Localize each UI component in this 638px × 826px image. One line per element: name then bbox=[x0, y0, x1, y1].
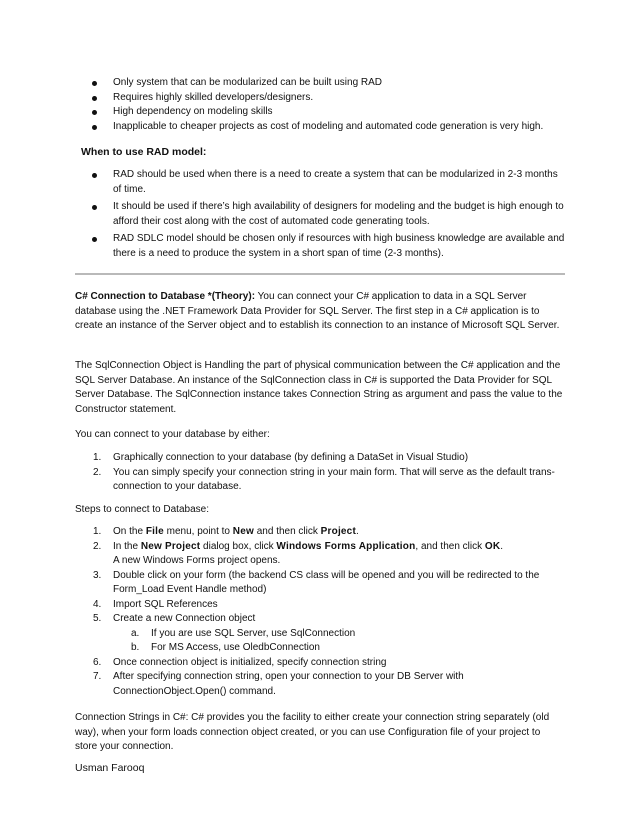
list-item: 3. Double click on your form (the backend CS class will be opened and you will be redirected to the Form_Load Event Handle method) bbox=[93, 569, 540, 595]
list-item: 4. Import SQL References bbox=[93, 598, 218, 610]
horizontal-divider bbox=[75, 273, 565, 275]
sqlconnection-paragraph: The SqlConnection Object is Handling the part of physical communication between the C# application and the SQL Server Database. An instance of the SqlConnection class in C# is supported the Data Provider for SQL Server Database. The SqlConnection instance takes Connection String as argument and pass the value to the Constructor statement. bbox=[75, 360, 563, 415]
list-item: a. If you are use SQL Server, use SqlConnection bbox=[131, 627, 356, 639]
list-item: 6. Once connection object is initialized, specify connection string bbox=[93, 656, 387, 668]
list-item: It should be used if there’s high availability of designers for modeling and the budget is high enough to afford their cost along with the cost of automated code generating tools. bbox=[77, 200, 567, 229]
list-item: Requires highly skilled developers/designers. bbox=[77, 91, 577, 106]
sub-steps-list bbox=[113, 627, 565, 656]
list-item: RAD SDLC model should be chosen only if resources with high business knowledge are available and there is a need to produce the system in a short span of time (2-3 months). bbox=[77, 232, 567, 261]
bullet-icon bbox=[92, 81, 97, 86]
section-title: C# Connection to Database *(Theory): bbox=[75, 291, 256, 302]
bullet-icon bbox=[92, 237, 97, 242]
list-item: Inapplicable to cheaper projects as cost of modeling and automated code generation is very high. bbox=[77, 120, 577, 135]
csharp-intro-paragraph: C# Connection to Database *(Theory): You can connect your C# application to data in a SQL Server database using the .NET Framework Data Provider for SQL Server. The first step in a C# application is to create an instance of the Server object and to establish its connection to an instance of Microsoft SQL Server. bbox=[75, 291, 560, 331]
connect-options-list bbox=[75, 451, 565, 495]
list-item: b. For MS Access, use OledbConnection bbox=[131, 642, 320, 653]
bullet-icon bbox=[92, 125, 97, 130]
list-item: 7. After specifying connection string, open your connection to your DB Server with ConnectionObject.Open() command. bbox=[93, 671, 464, 697]
bullet-icon bbox=[92, 96, 97, 101]
rad-usage-heading: When to use RAD model: bbox=[81, 146, 207, 158]
list-item: 1. On the File menu, point to New and then click Project. bbox=[93, 526, 359, 537]
list-item: 2. You can simply specify your connection string in your main form. That will serve as the default trans-connection to your database. bbox=[93, 466, 555, 492]
list-item: High dependency on modeling skills bbox=[77, 105, 577, 120]
list-item: 2. In the New Project dialog box, click Windows Forms Application, and then click OK. A new Windows Forms project opens. bbox=[93, 540, 504, 566]
steps-list bbox=[75, 525, 565, 699]
bullet-icon bbox=[92, 173, 97, 178]
rad-disadvantages-list bbox=[77, 76, 577, 134]
list-item: Only system that can be modularized can be built using RAD bbox=[77, 76, 577, 91]
steps-intro: Steps to connect to Database: bbox=[75, 504, 209, 515]
bullet-icon bbox=[92, 205, 97, 210]
author-name: Usman Farooq bbox=[75, 762, 145, 774]
bullet-icon bbox=[92, 110, 97, 115]
connection-strings-paragraph: Connection Strings in C#: C# provides you the facility to either create your connection string separately (old way), when your form loads connection object created, or you can use Configuration file of your project to store your connection. bbox=[75, 712, 550, 752]
rad-usage-list bbox=[77, 168, 567, 264]
list-item: 1. Graphically connection to your database (by defining a DataSet in Visual Studio) bbox=[93, 452, 469, 463]
connect-options-intro: You can connect to your database by either: bbox=[75, 429, 270, 440]
list-item: 5. Create a new Connection object a. If you are use SQL Server, use SqlConnection b. For MS Access, use OledbConnection bbox=[75, 612, 565, 656]
list-item: RAD should be used when there is a need to create a system that can be modularized in 2-3 months of time. bbox=[77, 168, 567, 197]
